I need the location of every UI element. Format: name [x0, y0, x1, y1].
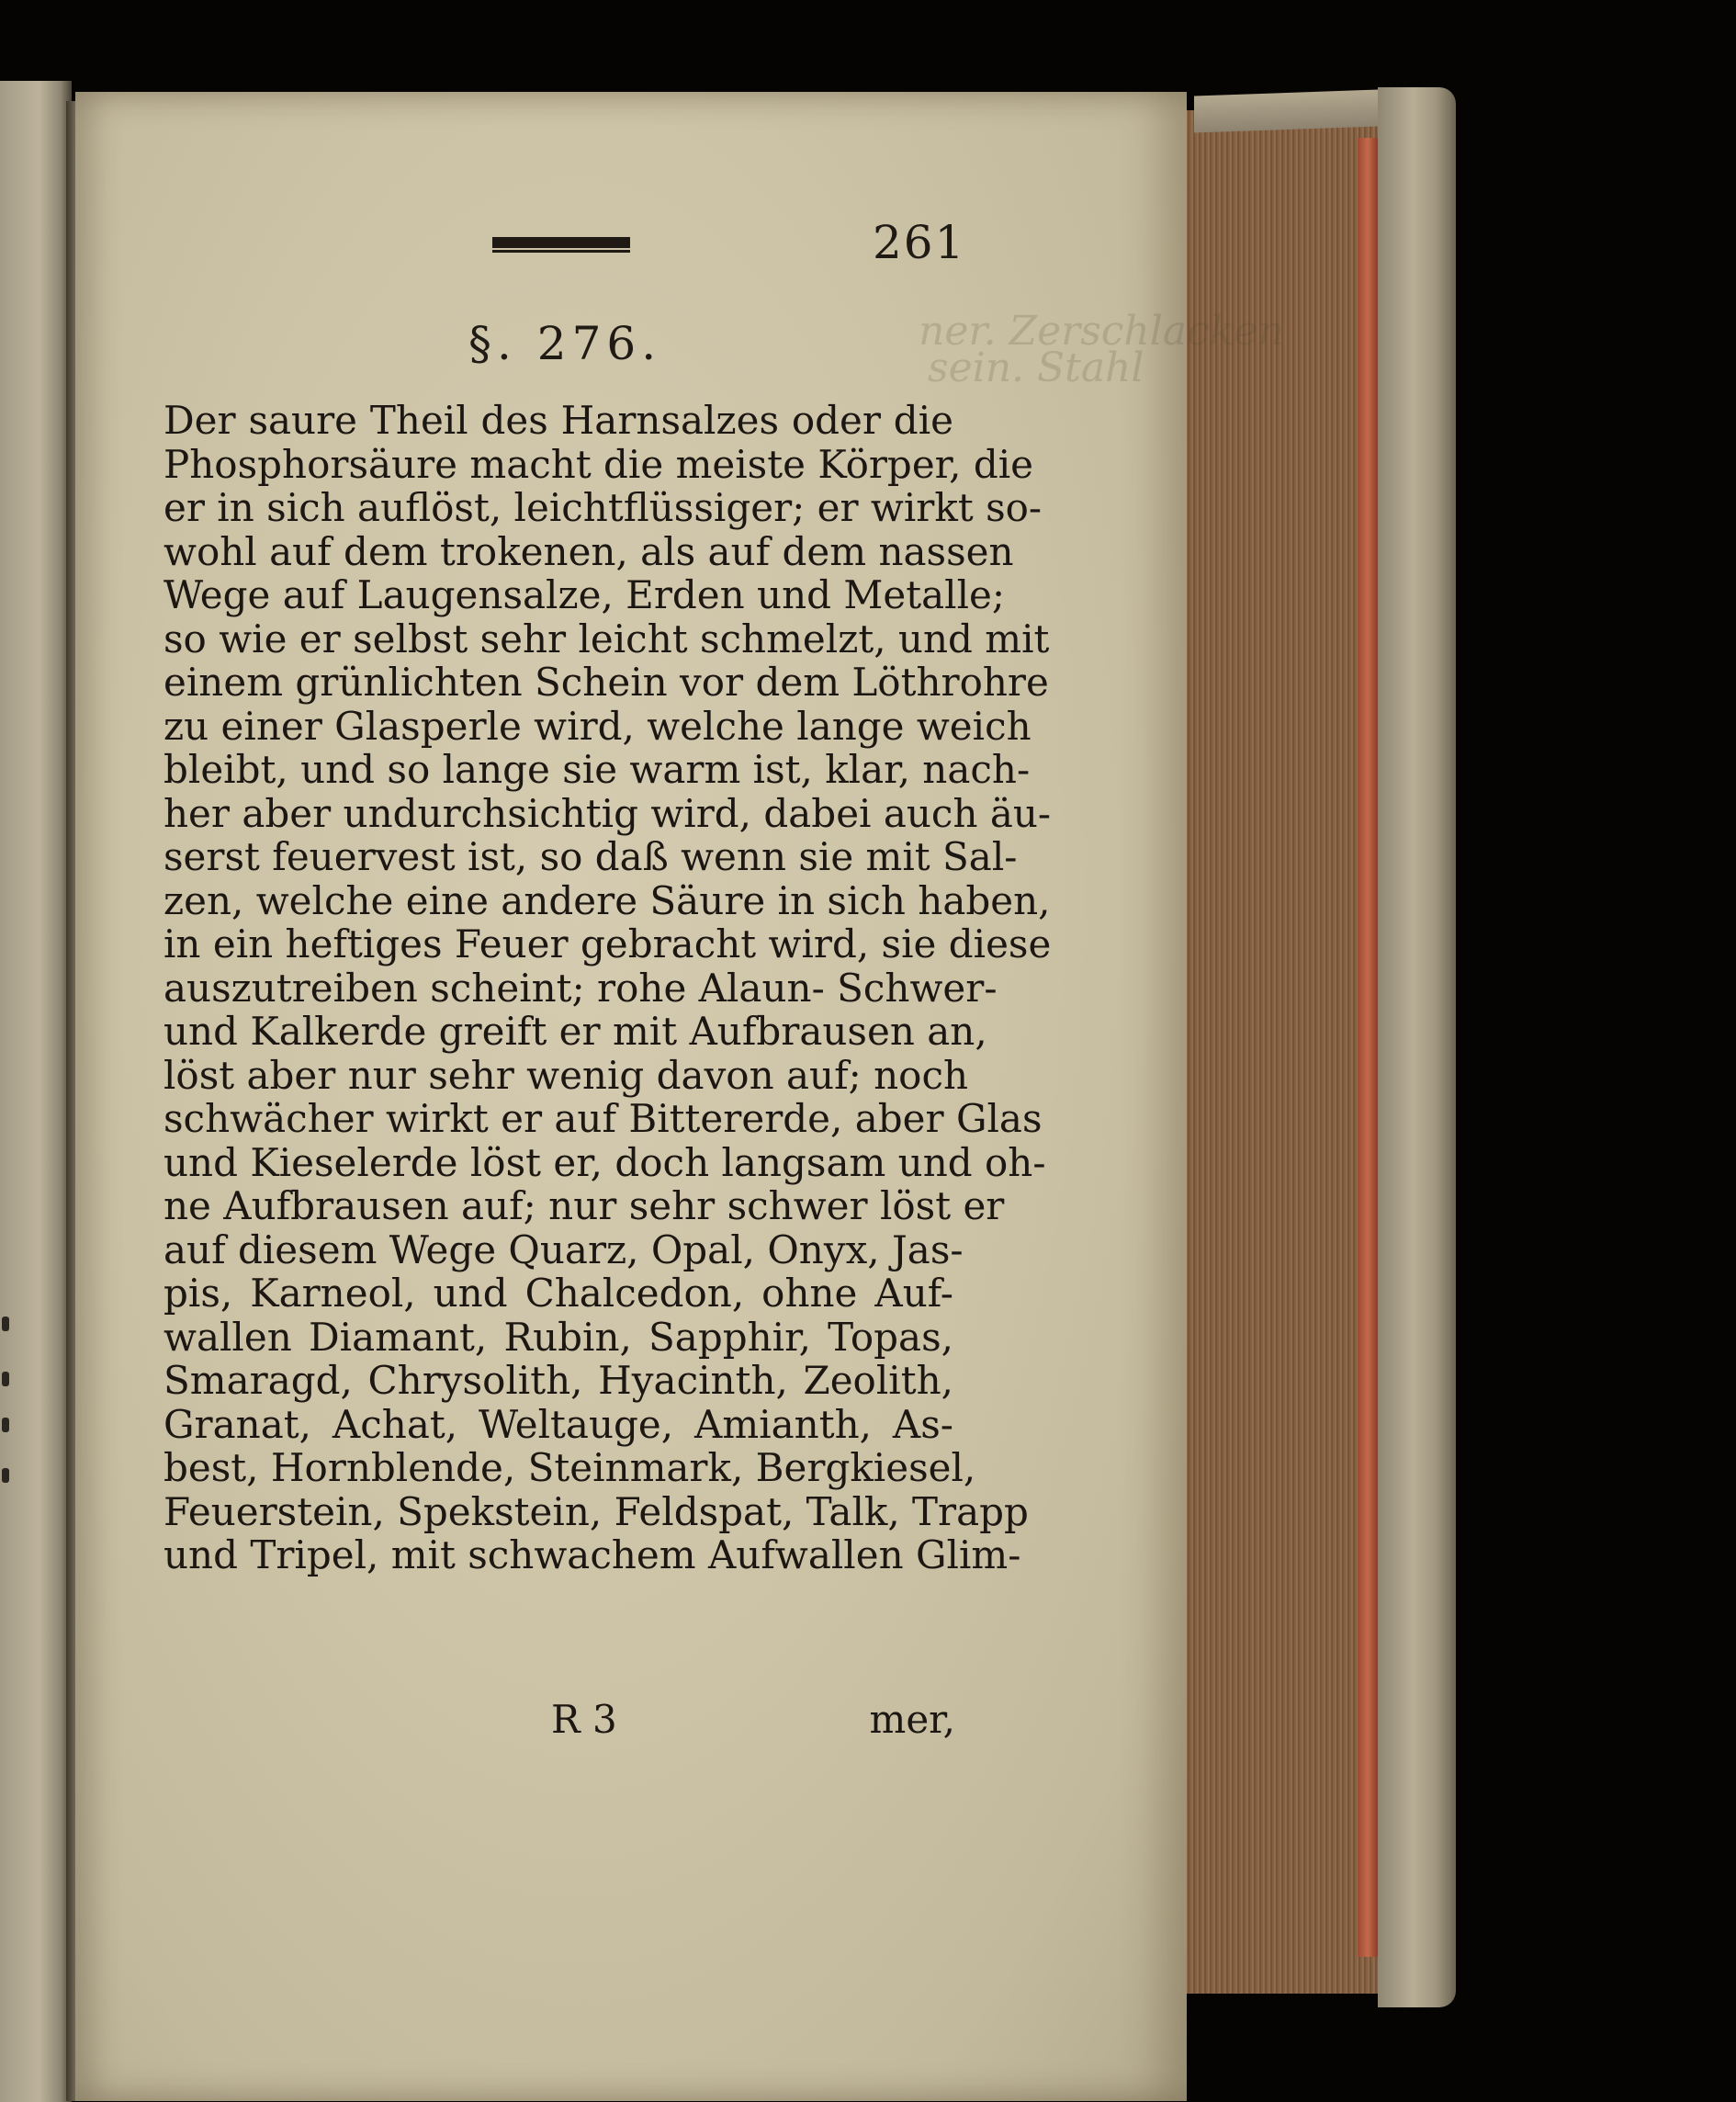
bleed-through-text: ner. Zerschlacken: [919, 308, 1284, 355]
text-line: wohl auf dem trokenen, als auf dem nassen: [163, 528, 1014, 574]
text-line: pis, Karneol, und Chalcedon, ohne Auf-: [163, 1271, 953, 1316]
text-line: Smaragd, Chrysolith, Hyacinth, Zeolith,: [163, 1358, 953, 1403]
text-line: ne Aufbrausen auf; nur sehr schwer löst er: [163, 1183, 1005, 1228]
text-line: Der saure Theil des Harnsalzes oder die: [163, 398, 953, 443]
text-line: er in sich auflöst, leichtflüssiger; er wirkt so-: [163, 485, 1043, 530]
text-line: Wege auf Laugensalze, Erden und Metalle;: [163, 572, 1006, 617]
book-cover: [1378, 87, 1456, 2007]
left-page-edge: [0, 81, 72, 2102]
text-line: bleibt, und so lange sie warm ist, klar, nach-: [163, 747, 1031, 792]
page-number: 261: [873, 216, 966, 269]
text-line: einem grünlichten Schein vor dem Löthrohre: [163, 660, 1049, 705]
text-line: auszutreiben scheint; rohe Alaun- Schwer-: [163, 965, 998, 1011]
text-line: und Tripel, mit schwachem Aufwallen Glim-: [163, 1532, 1021, 1577]
text-line: zu einer Glasperle wird, welche lange weich: [163, 703, 1031, 749]
signature-mark: R 3: [551, 1697, 617, 1742]
body-text: [163, 398, 1052, 1577]
text-line: Feuerstein, Spekstein, Feldspat, Talk, Trapp: [163, 1488, 1029, 1534]
text-line: schwächer wirkt er auf Bittererde, aber Glas: [163, 1096, 1043, 1141]
text-line: serst feuervest ist, so daß wenn sie mit Sal-: [163, 834, 1018, 879]
red-edge: [1358, 138, 1378, 1957]
text-line: und Kalkerde greift er mit Aufbrausen an,: [163, 1009, 987, 1054]
text-line: her aber undurchsichtig wird, dabei auch äu-: [163, 790, 1052, 836]
text-line: wallen Diamant, Rubin, Sapphir, Topas,: [163, 1314, 953, 1360]
header-rule: [492, 237, 630, 248]
text-line: Granat, Achat, Weltauge, Amianth, As-: [163, 1401, 953, 1447]
text-line: auf diesem Wege Quarz, Opal, Onyx, Jas-: [163, 1226, 964, 1272]
text-line: und Kieselerde löst er, doch langsam und oh-: [163, 1139, 1046, 1185]
section-heading: §. 276.: [468, 317, 662, 370]
text-line: in ein heftiges Feuer gebracht wird, sie diese: [163, 921, 1052, 966]
left-page-mark: [2, 1372, 9, 1386]
text-line: löst aber nur sehr wenig davon auf; noch: [163, 1052, 969, 1098]
text-line: best, Hornblende, Steinmark, Bergkiesel,: [163, 1445, 976, 1490]
catchword: mer,: [869, 1697, 955, 1742]
text-line: Phosphorsäure macht die meiste Körper, die: [163, 441, 1034, 487]
text-line: zen, welche eine andere Säure in sich haben,: [163, 877, 1051, 923]
bleed-through-text: sein. Stahl: [928, 345, 1144, 391]
left-page-mark: [2, 1418, 9, 1432]
left-page-mark: [2, 1468, 9, 1483]
left-page-mark: [2, 1317, 9, 1331]
text-line: so wie er selbst sehr leicht schmelzt, und mit: [163, 616, 1050, 661]
